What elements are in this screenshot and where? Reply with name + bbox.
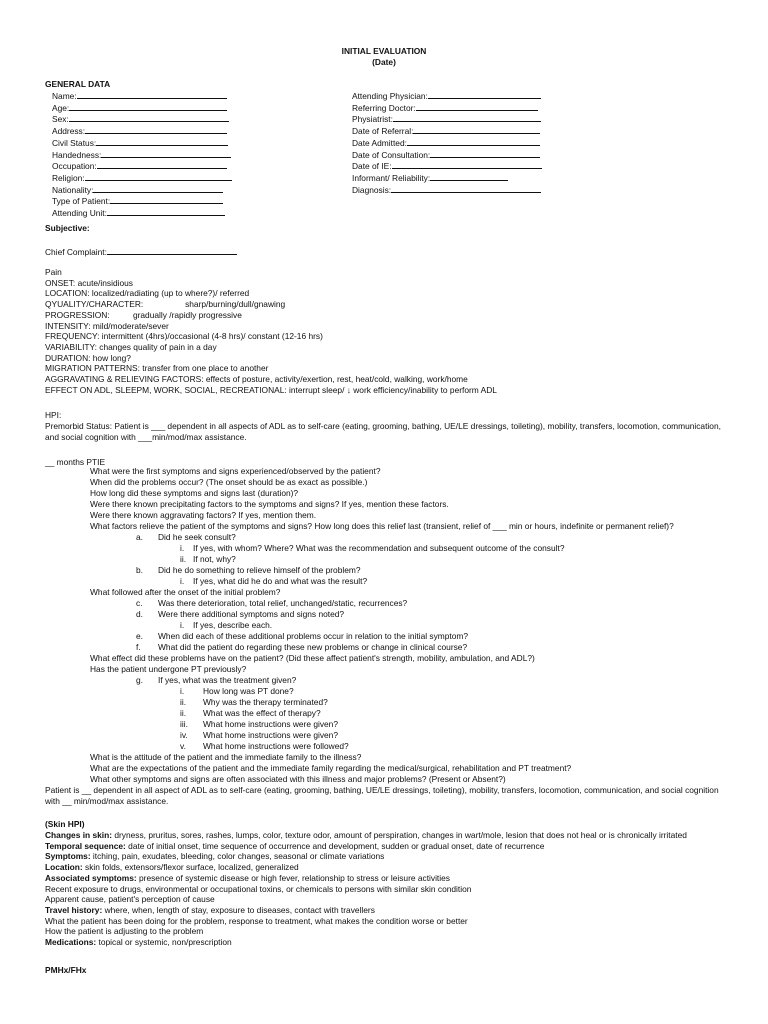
- list-marker: i.: [180, 576, 185, 586]
- hpi-question: How long did these symptoms and signs last (duration)?: [90, 488, 299, 498]
- field-occupation: Occupation:: [52, 160, 232, 172]
- hpi-question: When did the problems occur? (The onset should be as exact as possible.): [90, 477, 368, 487]
- pain-progression: PROGRESSION: gradually /rapidly progressive: [45, 309, 242, 320]
- hpi-subquestion: Was there deterioration, total relief, unchanged/static, recurrences?: [158, 598, 408, 608]
- pain-variability: VARIABILITY: changes quality of pain in a day: [45, 341, 217, 352]
- skin-item: Apparent cause, patient's perception of cause: [45, 894, 215, 905]
- hpi-subquestion: If yes, describe each.: [193, 620, 273, 630]
- list-marker: d.: [136, 609, 143, 619]
- skin-item: How the patient is adjusting to the problem: [45, 926, 204, 937]
- pain-frequency: FREQUENCY: intermittent (4hrs)/occasional (4-8 hrs)/ constant (12-16 hrs): [45, 331, 323, 342]
- list-marker: b.: [136, 565, 143, 575]
- hpi-closing-statement: Patient is __ dependent in all aspect of ADL as to self-care (eating, grooming, bathing, UE/LE dressings, toileting), mobility, transfers, locomotion, communication, and social cognition with __ min/mod/max assistance.: [45, 785, 719, 806]
- field-type-of-patient: Type of Patient:: [52, 195, 232, 207]
- skin-item: Changes in skin: dryness, pruritus, sores, rashes, lumps, color, texture odor, amount of perspiration, changes in wart/mole, lesion that does not heal or is chronically irritated: [45, 830, 687, 840]
- subjective-heading: Subjective:: [45, 223, 90, 233]
- hpi-question: What effect did these problems have on the patient? (Did these affect patient's strength, mobility, ambulation, and ADL?): [90, 653, 535, 663]
- hpi-subquestion: What did the patient do regarding these new problems or change in clinical course?: [158, 642, 468, 652]
- field-religion: Religion:: [52, 172, 232, 184]
- pain-heading: Pain: [45, 267, 62, 277]
- pain-aggravating: AGGRAVATING & RELIEVING FACTORS: effects of posture, activity/exertion, rest, heat/cold, walking, work/home: [45, 374, 468, 385]
- hpi-subquestion: What home instructions were given?: [203, 719, 338, 729]
- list-marker: iii.: [180, 719, 188, 729]
- list-marker: ii.: [180, 554, 187, 564]
- hpi-question: Were there known aggravating factors? If yes, mention them.: [90, 510, 317, 520]
- field-civil-status: Civil Status:: [52, 137, 232, 149]
- list-marker: g.: [136, 675, 143, 685]
- field-handedness: Handedness:: [52, 149, 232, 161]
- list-marker: i.: [180, 620, 185, 630]
- hpi-subquestion: Were there additional symptoms and signs noted?: [158, 609, 345, 619]
- hpi-subquestion: If yes, with whom? Where? What was the recommendation and subsequent outcome of the consult?: [193, 543, 565, 553]
- field-diagnosis: Diagnosis:: [352, 184, 542, 196]
- pain-section: [45, 267, 735, 395]
- pain-duration: DURATION: how long?: [45, 352, 131, 363]
- skin-item: What the patient has been doing for the problem, response to treatment, what makes the condition worse or better: [45, 915, 468, 926]
- field-informant-reliability: Informant/ Reliability:: [352, 172, 542, 184]
- skin-item: Recent exposure to drugs, environmental or occupational toxins, or chemicals to persons with similar skin condition: [45, 883, 472, 894]
- hpi-subquestion: If yes, what did he do and what was the result?: [193, 576, 368, 586]
- field-attending-unit: Attending Unit:: [52, 207, 232, 219]
- pain-onset: ONSET: acute/insidious: [45, 277, 133, 288]
- pain-quality: QYUALITY/CHARACTER: sharp/burning/dull/gnawing: [45, 299, 286, 310]
- list-marker: ii.: [180, 697, 187, 707]
- hpi-question: What is the attitude of the patient and the immediate family to the illness?: [90, 752, 362, 762]
- hpi-subquestion: If yes, what was the treatment given?: [158, 675, 297, 685]
- field-sex: Sex:: [52, 113, 232, 125]
- months-ptie: __ months PTIE: [45, 457, 106, 467]
- general-right-fields: [352, 90, 542, 195]
- field-age: Age:: [52, 102, 232, 114]
- field-attending-physician: Attending Physician:: [352, 90, 542, 102]
- field-nationality: Nationality:: [52, 184, 232, 196]
- skin-item: Associated symptoms: presence of systemic disease or high fever, relationship to stress or leisure activities: [45, 872, 450, 883]
- list-marker: ii.: [180, 708, 187, 718]
- list-marker: v.: [180, 741, 186, 751]
- pain-intensity: INTENSITY: mild/moderate/sever: [45, 320, 169, 331]
- hpi-question: Were there known precipitating factors to the symptoms and signs? If yes, mention these factors.: [90, 499, 449, 509]
- pain-effect-on-adl: EFFECT ON ADL, SLEEPM, WORK, SOCIAL, RECREATIONAL: interrupt sleep/ ↓ work efficiency/inability to perform ADL: [45, 384, 497, 395]
- field-date-of-referral: Date of Referral:: [352, 125, 542, 137]
- field-physiatrist: Physiatrist:: [352, 113, 542, 125]
- general-left-fields: [52, 90, 232, 219]
- hpi-question: What followed after the onset of the initial problem?: [90, 587, 281, 597]
- list-marker: a.: [136, 532, 143, 542]
- skin-item: Temporal sequence: date of initial onset, time sequence of occurrence and development, sudden or gradual onset, date of recurrence: [45, 840, 545, 851]
- field-address: Address:: [52, 125, 232, 137]
- hpi-question: Has the patient undergone PT previously?: [90, 664, 247, 674]
- hpi-question: What were the first symptoms and signs experienced/observed by the patient?: [90, 466, 381, 476]
- pmhx-fhx-heading: PMHx/FHx: [45, 965, 87, 975]
- hpi-subquestion: What home instructions were followed?: [203, 741, 349, 751]
- field-date-of-consultation: Date of Consultation:: [352, 149, 542, 161]
- hpi-subquestion: What home instructions were given?: [203, 730, 338, 740]
- skin-item: Symptoms: itching, pain, exudates, bleeding, color changes, seasonal or climate variations: [45, 851, 385, 862]
- skin-item: Travel history: where, when, length of stay, exposure to diseases, contact with travellers: [45, 904, 375, 915]
- list-marker: i.: [180, 686, 185, 696]
- hpi-question: What other symptoms and signs are often associated with this illness and major problems? (Present or Absent?): [90, 774, 506, 784]
- premorbid-status: Premorbid Status: Patient is ___ dependent in all aspects of ADL as to self-care (eating, grooming, bathing, UE/LE dressings, toileting), mobility, transfers, locomotion, communication, and social cognition with ___min/mod/max assistance.: [45, 421, 721, 442]
- chief-complaint-field: Chief Complaint:: [45, 246, 735, 258]
- skin-item: Location: skin folds, extensors/flexor surface, localized, generalized: [45, 862, 299, 873]
- field-date-admitted: Date Admitted:: [352, 137, 542, 149]
- hpi-subquestion: Did he seek consult?: [158, 532, 236, 542]
- field-date-of-ie: Date of IE:: [352, 160, 542, 172]
- hpi-subquestion: When did each of these additional problems occur in relation to the initial symptom?: [158, 631, 469, 641]
- hpi-heading: HPI:: [45, 410, 62, 420]
- list-marker: c.: [136, 598, 143, 608]
- hpi-subquestion: How long was PT done?: [203, 686, 294, 696]
- skin-item: Medications: topical or systemic, non/prescription: [45, 937, 232, 948]
- list-marker: i.: [180, 543, 185, 553]
- list-marker: e.: [136, 631, 143, 641]
- form-title: INITIAL EVALUATION: [341, 46, 427, 56]
- general-data-heading: GENERAL DATA: [45, 79, 111, 89]
- skin-hpi-heading: (Skin HPI): [45, 819, 85, 829]
- hpi-subquestion: If not, why?: [193, 554, 236, 564]
- hpi-subquestion: What was the effect of therapy?: [203, 708, 321, 718]
- pain-migration: MIGRATION PATTERNS: transfer from one place to another: [45, 363, 269, 374]
- form-date: (Date): [372, 57, 396, 67]
- pain-location: LOCATION: localized/radiating (up to where?)/ referred: [45, 288, 250, 299]
- list-marker: iv.: [180, 730, 188, 740]
- field-referring-doctor: Referring Doctor:: [352, 102, 542, 114]
- hpi-question: What are the expectations of the patient and the immediate family regarding the medical/surgical, rehabilitation and PT treatment?: [90, 763, 572, 773]
- hpi-subquestion: Did he do something to relieve himself of the problem?: [158, 565, 361, 575]
- hpi-subquestion: Why was the therapy terminated?: [203, 697, 328, 707]
- field-name: Name:: [52, 90, 232, 102]
- skin-hpi-list: [45, 830, 735, 948]
- list-marker: f.: [136, 642, 141, 652]
- hpi-question: What factors relieve the patient of the symptoms and signs? How long does this relief last (transient, relief of ___ min or hours, indefinite or permanent relief)?: [90, 521, 674, 531]
